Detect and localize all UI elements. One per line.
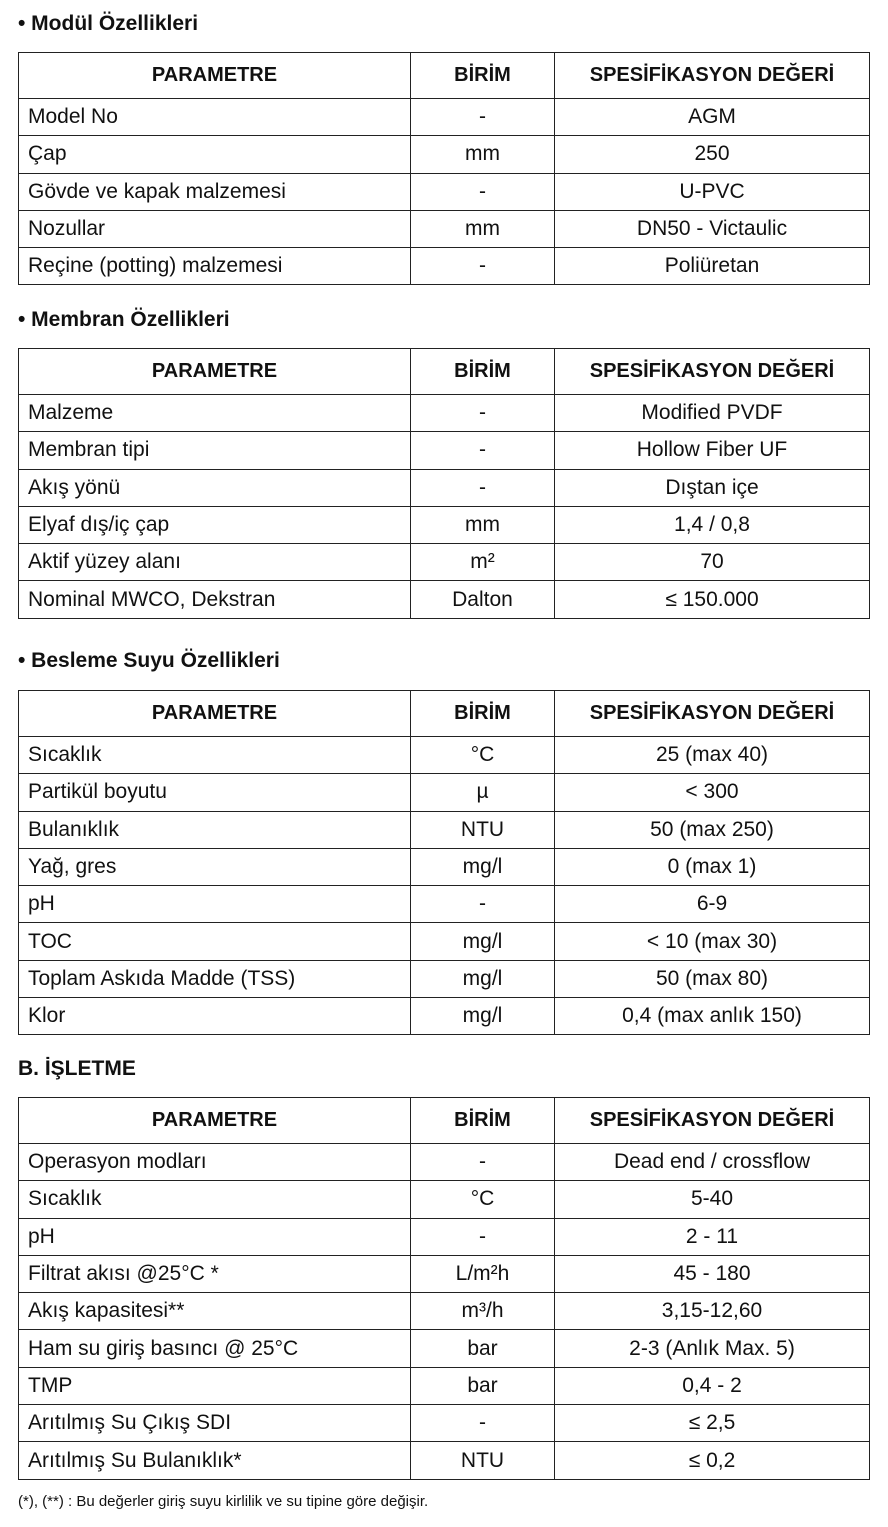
param-cell: pH	[19, 886, 411, 923]
param-cell: Sıcaklık	[19, 1181, 411, 1218]
table-row	[19, 848, 870, 885]
section-title-2: • Besleme Suyu Özellikleri	[18, 649, 280, 672]
param-cell: TOC	[19, 923, 411, 960]
value-cell: Dıştan içe	[555, 469, 870, 506]
unit-cell: °C	[411, 1181, 555, 1218]
value-cell: Poliüretan	[555, 248, 870, 285]
param-cell: Yağ, gres	[19, 848, 411, 885]
spec-table-3	[18, 1097, 870, 1480]
header-value: SPESİFİKASYON DEĞERİ	[555, 53, 870, 99]
value-cell: 6-9	[555, 886, 870, 923]
param-cell: Bulanıklık	[19, 811, 411, 848]
table-row	[19, 960, 870, 997]
table-row	[19, 544, 870, 581]
value-cell: ≤ 2,5	[555, 1405, 870, 1442]
section-title-0: • Modül Özellikleri	[18, 12, 199, 35]
unit-cell: -	[411, 1218, 555, 1255]
header-row	[19, 53, 870, 99]
param-cell: Malzeme	[19, 395, 411, 432]
param-cell: Gövde ve kapak malzemesi	[19, 173, 411, 210]
table-row	[19, 886, 870, 923]
table-row	[19, 173, 870, 210]
table-row	[19, 1293, 870, 1330]
param-cell: pH	[19, 1218, 411, 1255]
table-row	[19, 998, 870, 1035]
unit-cell: mm	[411, 136, 555, 173]
unit-cell: Dalton	[411, 581, 555, 618]
table-row	[19, 1367, 870, 1404]
section-title-3: B. İŞLETME	[18, 1057, 136, 1080]
footnote: (*), (**) : Bu değerler giriş suyu kirlilik ve su tipine göre değişir.	[18, 1493, 429, 1510]
param-cell: Sıcaklık	[19, 737, 411, 774]
value-cell: 250	[555, 136, 870, 173]
unit-cell: -	[411, 1144, 555, 1181]
unit-cell: -	[411, 99, 555, 136]
header-value: SPESİFİKASYON DEĞERİ	[555, 1098, 870, 1144]
spec-table-1	[18, 348, 870, 619]
table-row	[19, 737, 870, 774]
header-row	[19, 349, 870, 395]
unit-cell: bar	[411, 1330, 555, 1367]
section-title-1: • Membran Özellikleri	[18, 308, 230, 331]
unit-cell: NTU	[411, 1442, 555, 1479]
value-cell: Modified PVDF	[555, 395, 870, 432]
param-cell: Reçine (potting) malzemesi	[19, 248, 411, 285]
table-row	[19, 469, 870, 506]
value-cell: 3,15-12,60	[555, 1293, 870, 1330]
table-row	[19, 1330, 870, 1367]
unit-cell: -	[411, 432, 555, 469]
param-cell: Aktif yüzey alanı	[19, 544, 411, 581]
value-cell: 0,4 - 2	[555, 1367, 870, 1404]
spec-table-2	[18, 690, 870, 1035]
unit-cell: mg/l	[411, 848, 555, 885]
unit-cell: m²	[411, 544, 555, 581]
header-param: PARAMETRE	[19, 1098, 411, 1144]
unit-cell: -	[411, 395, 555, 432]
param-cell: Çap	[19, 136, 411, 173]
unit-cell: mg/l	[411, 998, 555, 1035]
unit-cell: °C	[411, 737, 555, 774]
unit-cell: -	[411, 1405, 555, 1442]
param-cell: Akış kapasitesi**	[19, 1293, 411, 1330]
param-cell: Partikül boyutu	[19, 774, 411, 811]
table-row	[19, 811, 870, 848]
value-cell: 70	[555, 544, 870, 581]
value-cell: AGM	[555, 99, 870, 136]
table-row	[19, 248, 870, 285]
unit-cell: mg/l	[411, 923, 555, 960]
value-cell: ≤ 0,2	[555, 1442, 870, 1479]
param-cell: Toplam Askıda Madde (TSS)	[19, 960, 411, 997]
value-cell: < 300	[555, 774, 870, 811]
table-row	[19, 395, 870, 432]
unit-cell: -	[411, 469, 555, 506]
param-cell: Arıtılmış Su Çıkış SDI	[19, 1405, 411, 1442]
table-row	[19, 136, 870, 173]
table-row	[19, 99, 870, 136]
param-cell: Akış yönü	[19, 469, 411, 506]
value-cell: 0,4 (max anlık 150)	[555, 998, 870, 1035]
unit-cell: -	[411, 248, 555, 285]
table-row	[19, 774, 870, 811]
header-value: SPESİFİKASYON DEĞERİ	[555, 691, 870, 737]
unit-cell: NTU	[411, 811, 555, 848]
value-cell: Dead end / crossflow	[555, 1144, 870, 1181]
value-cell: 2-3 (Anlık Max. 5)	[555, 1330, 870, 1367]
value-cell: Hollow Fiber UF	[555, 432, 870, 469]
unit-cell: L/m²h	[411, 1255, 555, 1292]
header-unit: BİRİM	[411, 1098, 555, 1144]
param-cell: Nominal MWCO, Dekstran	[19, 581, 411, 618]
value-cell: U-PVC	[555, 173, 870, 210]
table-row	[19, 1255, 870, 1292]
unit-cell: bar	[411, 1367, 555, 1404]
param-cell: Elyaf dış/iç çap	[19, 506, 411, 543]
unit-cell: mg/l	[411, 960, 555, 997]
header-param: PARAMETRE	[19, 53, 411, 99]
param-cell: Membran tipi	[19, 432, 411, 469]
param-cell: Klor	[19, 998, 411, 1035]
table-row	[19, 506, 870, 543]
unit-cell: µ	[411, 774, 555, 811]
value-cell: 45 - 180	[555, 1255, 870, 1292]
header-unit: BİRİM	[411, 691, 555, 737]
unit-cell: mm	[411, 210, 555, 247]
header-unit: BİRİM	[411, 53, 555, 99]
header-value: SPESİFİKASYON DEĞERİ	[555, 349, 870, 395]
unit-cell: m³/h	[411, 1293, 555, 1330]
table-row	[19, 1405, 870, 1442]
param-cell: Ham su giriş basıncı @ 25°C	[19, 1330, 411, 1367]
value-cell: 50 (max 80)	[555, 960, 870, 997]
value-cell: 5-40	[555, 1181, 870, 1218]
value-cell: DN50 - Victaulic	[555, 210, 870, 247]
unit-cell: mm	[411, 506, 555, 543]
table-row	[19, 432, 870, 469]
value-cell: 1,4 / 0,8	[555, 506, 870, 543]
header-param: PARAMETRE	[19, 349, 411, 395]
param-cell: Filtrat akısı @25°C *	[19, 1255, 411, 1292]
value-cell: 2 - 11	[555, 1218, 870, 1255]
header-row	[19, 691, 870, 737]
value-cell: ≤ 150.000	[555, 581, 870, 618]
table-row	[19, 1181, 870, 1218]
table-row	[19, 1144, 870, 1181]
param-cell: Nozullar	[19, 210, 411, 247]
header-unit: BİRİM	[411, 349, 555, 395]
value-cell: 25 (max 40)	[555, 737, 870, 774]
table-row	[19, 1442, 870, 1479]
table-row	[19, 923, 870, 960]
header-row	[19, 1098, 870, 1144]
table-row	[19, 581, 870, 618]
value-cell: 50 (max 250)	[555, 811, 870, 848]
param-cell: Operasyon modları	[19, 1144, 411, 1181]
param-cell: TMP	[19, 1367, 411, 1404]
value-cell: 0 (max 1)	[555, 848, 870, 885]
unit-cell: -	[411, 173, 555, 210]
table-row	[19, 1218, 870, 1255]
param-cell: Arıtılmış Su Bulanıklık*	[19, 1442, 411, 1479]
param-cell: Model No	[19, 99, 411, 136]
value-cell: < 10 (max 30)	[555, 923, 870, 960]
unit-cell: -	[411, 886, 555, 923]
spec-table-0	[18, 52, 870, 285]
header-param: PARAMETRE	[19, 691, 411, 737]
table-row	[19, 210, 870, 247]
